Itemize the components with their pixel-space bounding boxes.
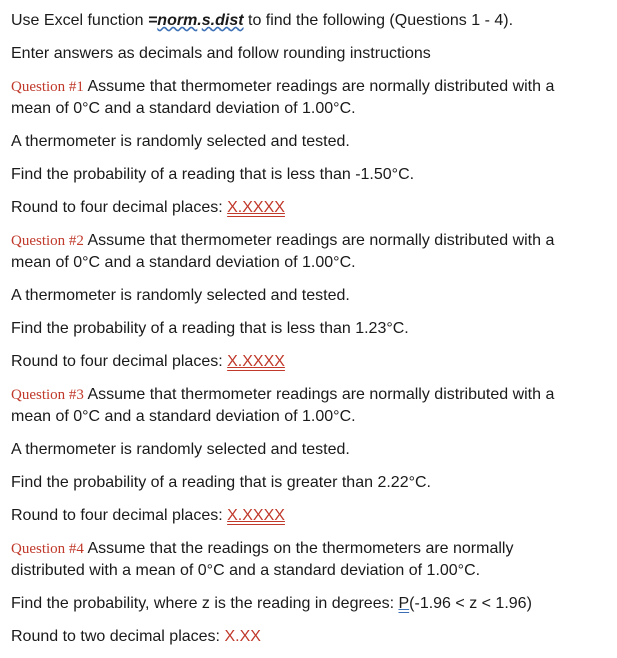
probability-expression: (-1.96 < z < 1.96) xyxy=(409,595,532,612)
question-text xyxy=(11,384,611,428)
round-line xyxy=(11,351,611,373)
question-body-b: mean of 0°C and a standard deviation of 1.00°C. xyxy=(11,408,356,425)
answer-placeholder: X.XXXX xyxy=(227,353,285,370)
question-body-b: distributed with a mean of 0°C and a standard deviation of 1.00°C. xyxy=(11,562,481,579)
find-text: Find the probability, where z is the reading in degrees: xyxy=(11,595,399,612)
question-body-a: Assume that thermometer readings are normally distributed with a xyxy=(83,78,555,95)
question-body-b: mean of 0°C and a standard deviation of 1.00°C. xyxy=(11,254,356,271)
intro-line-1 xyxy=(11,10,611,32)
excel-function xyxy=(148,12,244,29)
question-label: Question #3 xyxy=(11,387,84,403)
question-label: Question #1 xyxy=(11,79,84,95)
find-line: Find the probability of a reading that is less than 1.23°C. xyxy=(11,320,409,337)
question-block-3 xyxy=(11,384,611,527)
question-body-b: mean of 0°C and a standard deviation of 1.00°C. xyxy=(11,100,356,117)
find-line: Find the probability of a reading that is greater than 2.22°C. xyxy=(11,474,431,491)
intro-line-2: Enter answers as decimals and follow rounding instructions xyxy=(11,45,431,62)
question-text xyxy=(11,76,611,120)
probability-symbol: P xyxy=(398,595,410,612)
question-block-1 xyxy=(11,76,611,219)
question-label: Question #2 xyxy=(11,233,84,249)
answer-placeholder: X.XX xyxy=(224,628,261,645)
round-text: Round to four decimal places: xyxy=(11,507,228,524)
fn-dot: . xyxy=(197,12,202,29)
question-label: Question #4 xyxy=(11,541,84,557)
question-body-a: Assume that thermometer readings are normally distributed with a xyxy=(83,232,555,249)
fn-part-sdist: s.dist xyxy=(201,12,244,29)
answer-placeholder: X.XXXX xyxy=(227,199,285,216)
round-line xyxy=(11,626,611,648)
question-body-a: Assume that the readings on the thermometers are normally xyxy=(83,540,514,557)
question-block-2 xyxy=(11,230,611,373)
fn-equals: = xyxy=(147,12,158,29)
intro-text: Use Excel function xyxy=(11,12,148,29)
answer-placeholder: X.XXXX xyxy=(227,507,285,524)
tested-line: A thermometer is randomly selected and tested. xyxy=(11,287,350,304)
find-line: Find the probability of a reading that is less than -1.50°C. xyxy=(11,166,415,183)
fn-part-norm: norm xyxy=(157,12,198,29)
question-text xyxy=(11,230,611,274)
find-line xyxy=(11,593,611,615)
tested-line: A thermometer is randomly selected and tested. xyxy=(11,441,350,458)
question-block-4 xyxy=(11,538,611,648)
question-text xyxy=(11,538,611,582)
intro-text-end: to find the following (Questions 1 - 4). xyxy=(243,12,514,29)
round-text: Round to four decimal places: xyxy=(11,353,228,370)
tested-line: A thermometer is randomly selected and tested. xyxy=(11,133,350,150)
round-line xyxy=(11,197,611,219)
round-line xyxy=(11,505,611,527)
round-text: Round to two decimal places: xyxy=(11,628,225,645)
document-body xyxy=(11,10,611,648)
round-text: Round to four decimal places: xyxy=(11,199,228,216)
question-body-a: Assume that thermometer readings are normally distributed with a xyxy=(83,386,555,403)
